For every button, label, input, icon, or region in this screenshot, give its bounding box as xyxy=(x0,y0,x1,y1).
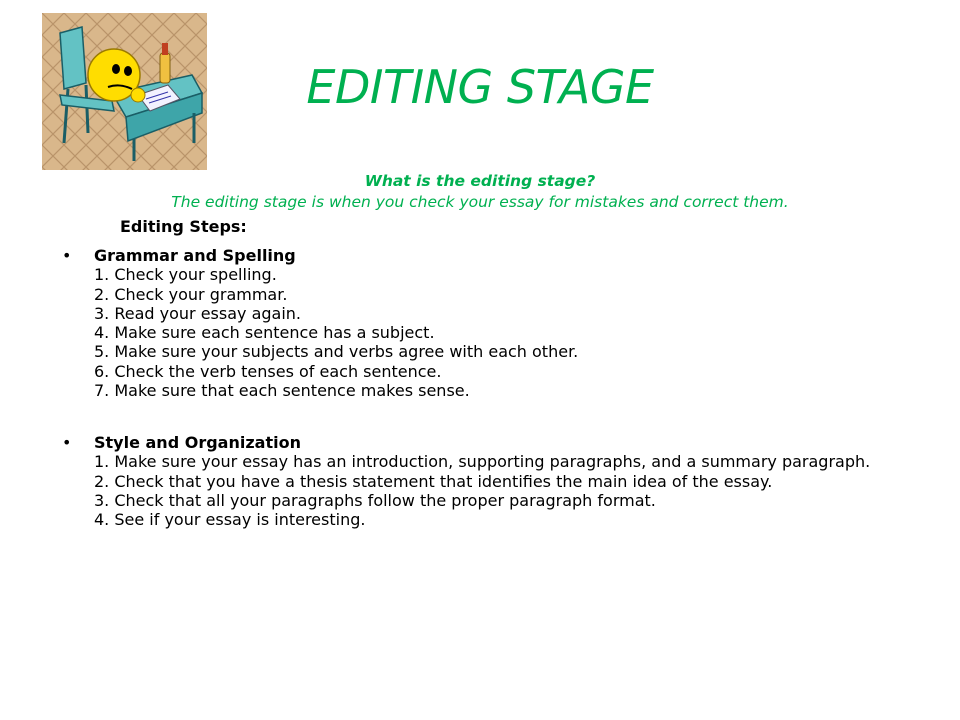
list-item: 4. See if your essay is interesting. xyxy=(94,510,366,530)
list-item: 2. Check your grammar. xyxy=(94,284,288,304)
steps-heading: Editing Steps: xyxy=(120,217,247,236)
list-item: 3. Read your essay again. xyxy=(94,303,302,323)
section-heading: Style and Organization xyxy=(94,433,301,452)
slide-title: EDITING STAGE xyxy=(306,60,654,114)
list-item: 6. Check the verb tenses of each sentence. xyxy=(94,361,442,381)
list-item: 3. Check that all your paragraphs follow the proper paragraph format. xyxy=(94,490,656,510)
list-item: 5. Make sure your subjects and verbs agree with each other. xyxy=(94,342,579,362)
bullet-marker: • xyxy=(62,433,72,452)
list-item: 4. Make sure each sentence has a subject. xyxy=(94,323,435,343)
list-item: 1. Make sure your essay has an introduction, supporting paragraphs, and a summary paragraph. xyxy=(94,452,871,472)
list-item: 2. Check that you have a thesis statement that identifies the main idea of the essay. xyxy=(94,471,773,491)
list-item: 7. Make sure that each sentence makes sense. xyxy=(94,381,470,401)
definition-question: What is the editing stage? xyxy=(364,172,596,190)
list-item: 1. Check your spelling. xyxy=(94,265,277,285)
bullet-marker: • xyxy=(62,246,72,265)
section-heading: Grammar and Spelling xyxy=(94,246,296,265)
definition-block xyxy=(0,171,960,213)
definition-answer: The editing stage is when you check your essay for mistakes and correct them. xyxy=(171,193,789,211)
